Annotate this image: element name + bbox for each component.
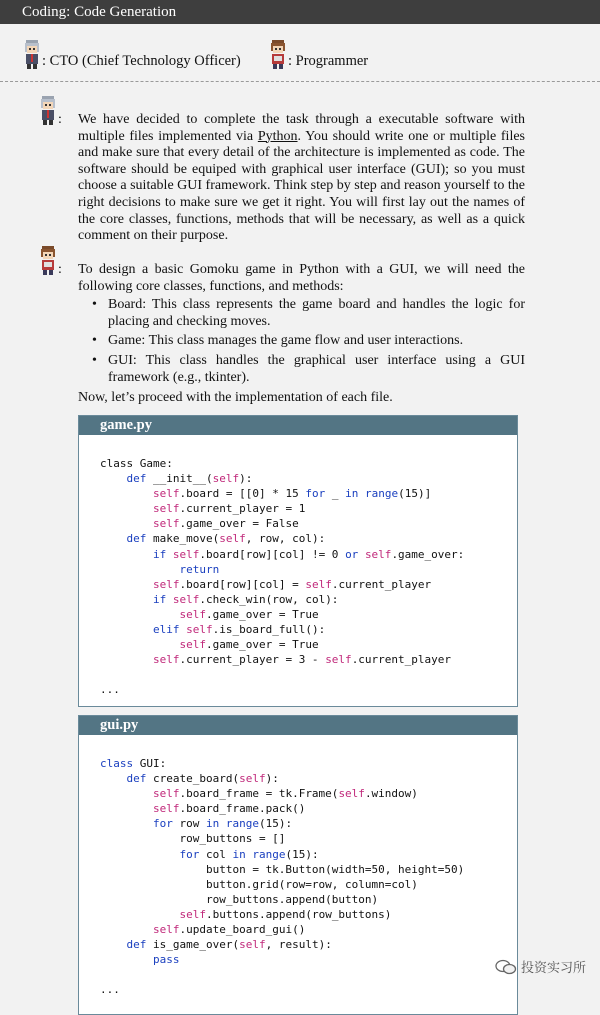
code-line: class GUI: <box>100 757 167 770</box>
core-classes-list <box>78 297 525 386</box>
programmer-intro: To design a basic Gomoku game in Python with a GUI, we will need the following core classes, functions, and methods: <box>78 262 525 294</box>
role-programmer <box>268 38 368 70</box>
code-line: ... <box>100 983 120 997</box>
code-line: return <box>179 562 220 576</box>
cto-text-post: . You should write one or multiple files and make sure that every detail of the architecture is implemented as code. The software should be equiped with graphical user interface (GUI); so you must choose a suitable GUI framework. Think step by step and reason yourself to the right decisions to make sure we get it right. You will first lay out the names of the core classes, functions, methods that will be necessary, as well as a quick comment on their purpose. <box>78 128 525 244</box>
watermark <box>495 957 586 976</box>
code-line <box>100 667 517 682</box>
role-cto <box>22 38 241 70</box>
cto-text-pre: We have decided to complete the task through a executable software with multiple files implemented via <box>78 112 525 144</box>
code-line: row_buttons = [] <box>100 832 286 846</box>
watermark-text: 投资实习所 <box>520 961 586 976</box>
code-line: elif self.is_board_full(): <box>152 623 326 637</box>
code-line: if self.check_win(row, col): <box>152 592 339 606</box>
code-line: self.update_board_gui() <box>152 923 306 937</box>
roles-header <box>0 24 600 82</box>
code-line: ... <box>100 683 120 697</box>
code-line: def __init__(self): <box>126 472 253 486</box>
programmer-avatar-icon <box>268 38 288 70</box>
list-item: • GUI: This class handles the graphical user interface using a GUI framework (e.g., tkinter). <box>108 353 525 386</box>
title-bar <box>0 0 600 24</box>
wechat-icon <box>495 959 517 975</box>
code-line: self.game_over = True <box>179 607 319 621</box>
code-line: if self.board[row][col] != 0 or self.game_over: <box>152 547 465 561</box>
code-block-gui <box>78 715 518 1015</box>
code-line: self.board_frame.pack() <box>152 802 306 816</box>
python-link: Python <box>257 128 298 144</box>
code-line: self.current_player = 1 <box>152 502 306 516</box>
page-title: Coding: Code Generation <box>22 4 177 20</box>
code-line: button = tk.Button(width=50, height=50) <box>100 862 465 876</box>
code-content-gui <box>79 735 517 998</box>
code-content-game <box>79 435 517 698</box>
code-line: self.game_over = False <box>152 517 299 531</box>
code-line: self.buttons.append(row_buttons) <box>179 907 392 921</box>
code-file-name: gui.py <box>79 716 517 735</box>
code-line: button.grid(row=row, column=col) <box>100 877 418 891</box>
programmer-after: Now, let’s proceed with the implementation of each file. <box>78 390 393 406</box>
code-line: def is_game_over(self, result): <box>126 938 332 952</box>
programmer-colon: : <box>58 262 62 277</box>
cto-colon: : <box>58 112 62 127</box>
code-line: self.board_frame = tk.Frame(self.window) <box>152 787 418 801</box>
code-line <box>100 967 517 982</box>
cto-avatar-icon <box>38 94 58 126</box>
list-item: • Board: This class represents the game board and handles the logic for placing and checking moves. <box>108 297 525 330</box>
programmer-avatar-icon <box>38 244 58 276</box>
code-line: def create_board(self): <box>126 772 279 786</box>
code-block-game <box>78 415 518 707</box>
code-line: self.game_over = True <box>179 638 319 652</box>
code-line: class Game: <box>100 457 173 470</box>
code-line: for col in range(15): <box>179 847 319 861</box>
programmer-role-label: : Programmer <box>288 53 369 69</box>
code-line: def make_move(self, row, col): <box>126 532 326 546</box>
programmer-message-text <box>78 262 525 407</box>
list-item: • Game: This class manages the game flow and user interactions. <box>108 333 525 350</box>
code-line: self.board = [[0] * 15 for _ in range(15)] <box>152 487 432 501</box>
code-line: pass <box>152 953 180 967</box>
code-file-name: game.py <box>79 416 517 435</box>
cto-avatar-icon <box>22 38 42 70</box>
code-line: self.board[row][col] = self.current_player <box>152 577 432 591</box>
code-line: row_buttons.append(button) <box>100 892 379 906</box>
code-line: for row in range(15): <box>152 817 293 831</box>
cto-role-label: : CTO (Chief Technology Officer) <box>42 53 241 69</box>
cto-message-text <box>78 112 525 245</box>
code-line: self.current_player = 3 - self.current_player <box>152 653 452 667</box>
